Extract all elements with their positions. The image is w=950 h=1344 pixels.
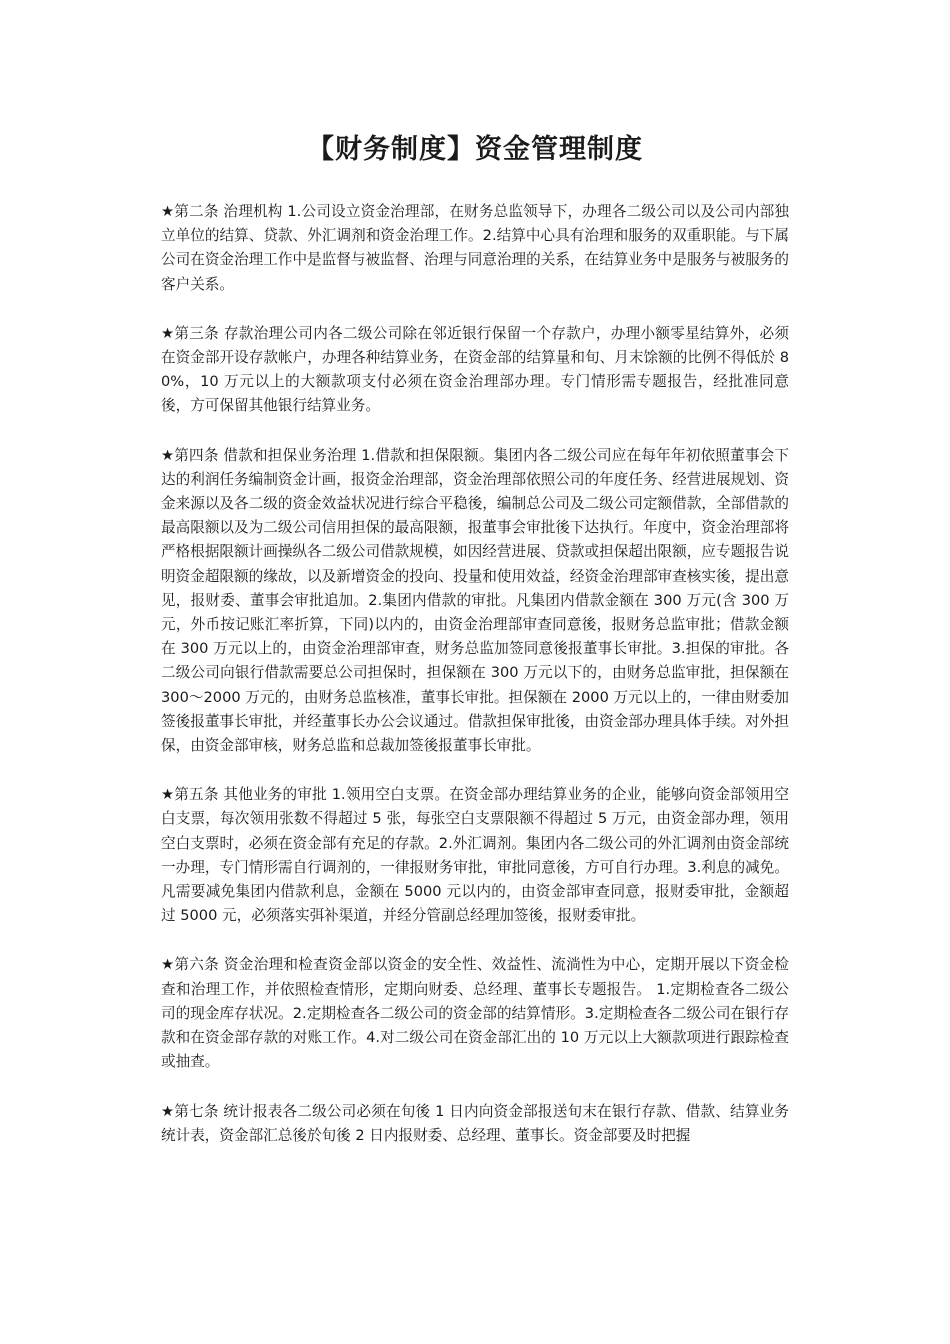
article-2-paragraph: ★第二条 治理机构 1.公司设立资金治理部，在财务总监领导下，办理各二级公司以及公司内部独立单位的结算、贷款、外汇调剂和资金治理工作。2.结算中心具有治理和服务的双重职能。与下属公司在资金治理工作中是监督与被监督、治理与同意治理的关系，在结算业务中是服务与被服务的客户关系。	[161, 203, 789, 293]
article-3-paragraph: ★第三条 存款治理公司内各二级公司除在邻近银行保留一个存款户，办理小额零星结算外，必须在资金部开设存款帐户，办理各种结算业务，在资金部的结算量和旬、月末馀额的比例不得低於 80%，10 万元以上的大额款项支付必须在资金治理部办理。专门情形需专题报告，经批准同意後，方可保留其他银行结算业务。	[161, 324, 789, 415]
article-4-paragraph: ★第四条 借款和担保业务治理 1.借款和担保限额。集团内各二级公司应在每年年初依照董事会下达的利润任务编制资金计画，报资金治理部，资金治理部依照公司的年度任务、经营进展规划、资金来源以及各二级的资金效益状况进行综合平稳後，编制总公司及二级公司定额借款，全部借款的最高限额以及为二级公司信用担保的最高限额，报董事会审批後下达执行。年度中，资金治理部将严格根据限额计画操纵各二级公司借款规模，如因经营进展、贷款或担保超出限额，应专题报告说明资金超限额的缘故，以及新增资金的投向、投量和使用效益，经资金治理部审查核实後，提出意见，报财委、董事会审批追加。2.集团内借款的审批。凡集团内借款金额在 300 万元(含 300 万元，外币按记账汇率折算，下同)以内的，由资金治理部审查同意後，报财务总监审批；借款金额在 300 万元以上的，由资金治理部审查，财务总监加签同意後报董事长审批。3.担保的审批。各二级公司向银行借款需要总公司担保时，担保额在 300 万元以下的，由财务总监审批，担保额在 300～2000 万元的，由财务总监核准，董事长审批。担保额在 2000 万元以上的，一律由财委加签後报董事长审批，并经董事长办公会议通过。借款担保审批後，由资金部办理具体手续。对外担保，由资金部审核，财务总监和总裁加签後报董事长审批。	[161, 446, 789, 755]
article-5-paragraph: ★第五条 其他业务的审批 1.领用空白支票。在资金部办理结算业务的企业，能够向资金部领用空白支票，每次领用张数不得超过 5 张，每张空白支票限额不得超过 5 万元，由资金部办理，领用空白支票时，必须在资金部有充足的存款。2.外汇调剂。集团内各二级公司的外汇调剂由资金部统一办理，专门情形需自行调剂的，一律报财务审批，审批同意後，方可自行办理。3.利息的减免。凡需要减免集团内借款利息，金额在 5000 元以内的，由资金部审查同意，报财委审批，金额超过 5000 元，必须落实弭补渠道，并经分管副总经理加签後，报财委审批。	[161, 786, 789, 925]
article-6-paragraph: ★第六条 资金治理和检查资金部以资金的安全性、效益性、流淌性为中心，定期开展以下资金检查和治理工作，并依照检查情形，定期向财委、总经理、董事长专题报告。 1.定期检查各二级公司的现金库存状况。2.定期检查各二级公司的资金部的结算情形。3.定期检查各二级公司在银行存款和在资金部存款的对账工作。4.对二级公司在资金部汇出的 10 万元以上大额款项进行跟踪检查或抽查。	[161, 956, 789, 1071]
document-title: 【财务制度】资金管理制度	[307, 134, 643, 165]
article-7-paragraph: ★第七条 统计报表各二级公司必须在旬後 1 日内向资金部报送旬末在银行存款、借款、结算业务统计表，资金部汇总後於旬後 2 日内报财委、总经理、董事长。资金部要及时把握	[161, 1102, 789, 1144]
document-body	[161, 200, 789, 1173]
